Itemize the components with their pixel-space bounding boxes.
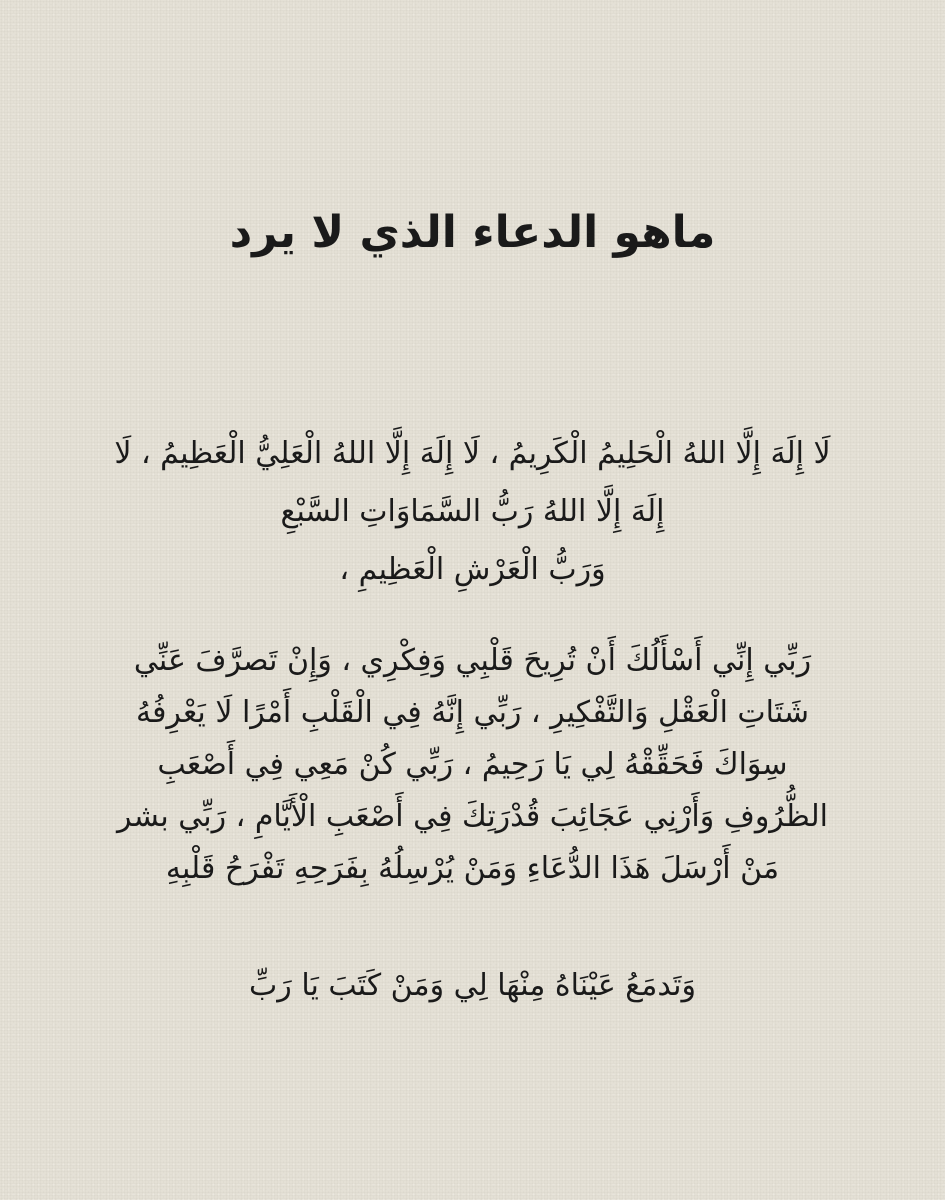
- text-line: لَا إِلَهَ إِلَّا اللهُ الْحَلِيمُ الْكَرِيمُ ، لَا إِلَهَ إِلَّا اللهُ الْعَلِيُّ الْعَظِيمُ ، لَا: [114, 436, 831, 471]
- text-line: سِوَاكَ فَحَقِّقْهُ لِي يَا رَحِيمُ ، رَبِّي كُنْ مَعِي فِي أَصْعَبِ: [157, 747, 788, 782]
- text-line: وَرَبُّ الْعَرْشِ الْعَظِيمِ ،: [339, 552, 606, 587]
- text-line: الظُّرُوفِ وَأَرْنِي عَجَائِبَ قُدْرَتِكَ فِي أَصْعَبِ الْأَيَّامِ ، رَبِّي بشر: [117, 799, 828, 834]
- text-line: إِلَهَ إِلَّا اللهُ رَبُّ السَّمَاوَاتِ السَّبْعِ: [280, 494, 665, 529]
- text-line: رَبِّي إِنِّي أَسْأَلُكَ أَنْ تُرِيحَ قَلْبِي وَفِكْرِي ، وَإِنْ تَصرَّفَ عَنِّي: [133, 643, 812, 678]
- text-line: شَتَاتِ الْعَقْلِ وَالتَّفْكِيرِ ، رَبِّي إِنَّهُ فِي الْقَلْبِ أَمْرًا لَا يَعْرِفُهُ: [135, 695, 810, 730]
- text-line: وَتَدمَعُ عَيْنَاهُ مِنْهَا لِي وَمَنْ كَتَبَ يَا رَبِّ: [249, 968, 696, 1003]
- supplication-paragraph: [95, 635, 850, 895]
- closing-paragraph: [95, 960, 850, 1012]
- document-title: ماهو الدعاء الذي لا يرد: [229, 207, 716, 258]
- text-line: مَنْ أَرْسَلَ هَذَا الدُّعَاءِ وَمَنْ يُرْسِلُهُ بِفَرَحِهِ تَفْرَحُ قَلْبِهِ: [165, 851, 780, 886]
- tahlil-paragraph: [95, 425, 850, 599]
